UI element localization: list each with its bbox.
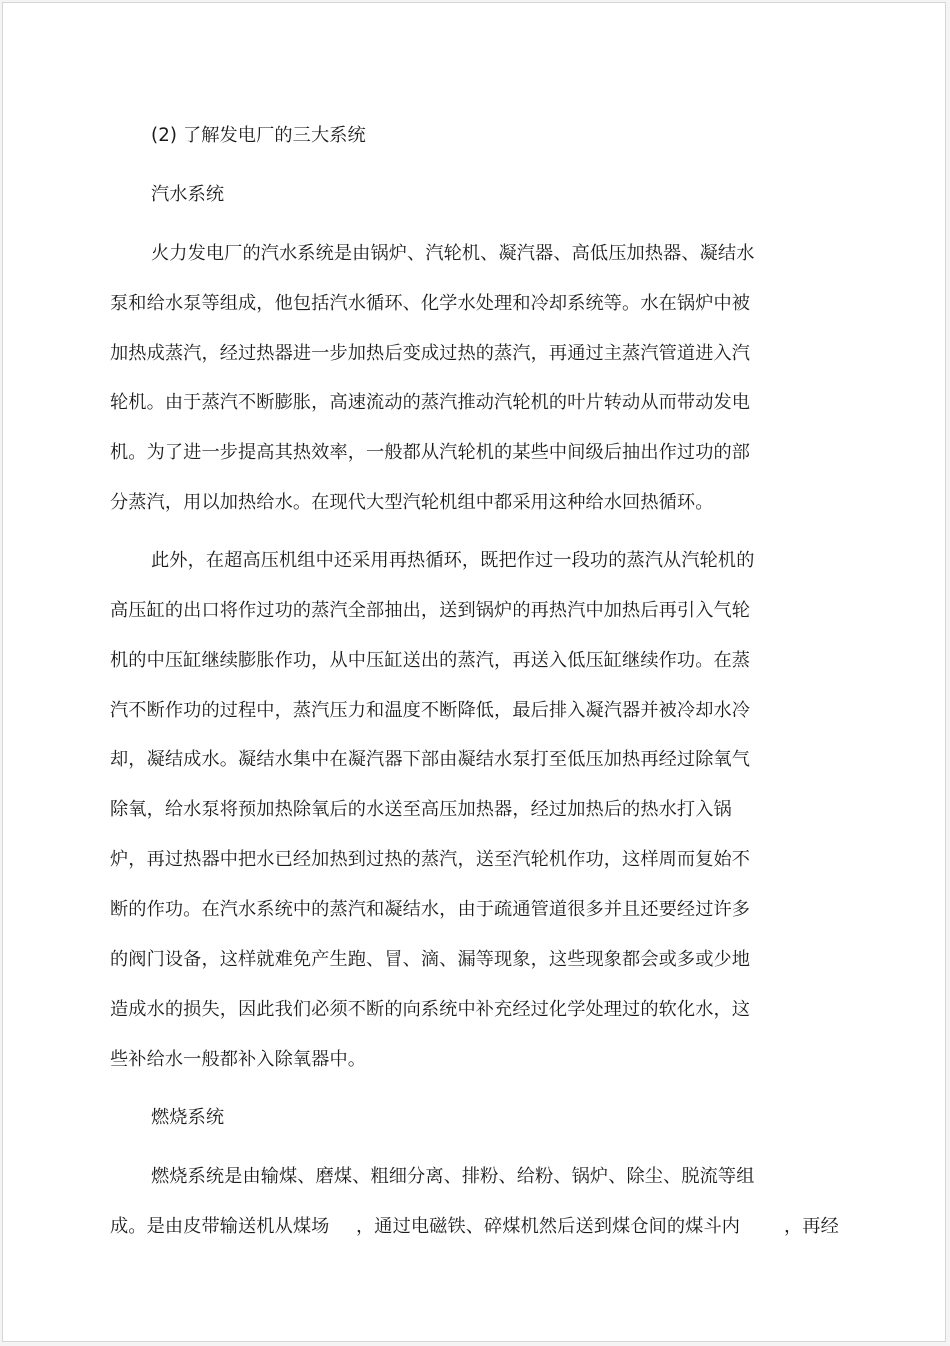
paragraph-line: 却，凝结成水。凝结水集中在凝汽器下部由凝结水泵打至低压加热再经过除氧气 bbox=[110, 749, 751, 770]
paragraph-line: 此外，在超高压机组中还采用再热循环，既把作过一段功的蒸汽从汽轮机的 bbox=[151, 550, 755, 571]
paragraph-line-part: 成。是由皮带输送机从煤场 bbox=[110, 1216, 330, 1237]
paragraph-line: 炉，再过热器中把水已经加热到过热的蒸汽，送至汽轮机作功，这样周而复始不 bbox=[110, 849, 751, 870]
document-page bbox=[2, 2, 946, 1342]
paragraph-line: 加热成蒸汽，经过热器进一步加热后变成过热的蒸汽，再通过主蒸汽管道进入汽 bbox=[110, 343, 751, 364]
paragraph-line: 断的作功。在汽水系统中的蒸汽和凝结水，由于疏通管道很多并且还要经过许多 bbox=[110, 899, 751, 920]
paragraph-line: 汽不断作功的过程中，蒸汽压力和温度不断降低，最后排入凝汽器并被冷却水冷 bbox=[110, 700, 751, 721]
paragraph-line: 分蒸汽，用以加热给水。在现代大型汽轮机组中都采用这种给水回热循环。 bbox=[110, 492, 714, 513]
paragraph-line: 造成水的损失，因此我们必须不断的向系统中补充经过化学处理过的软化水，这 bbox=[110, 999, 751, 1020]
paragraph-line-part: ，再经 bbox=[784, 1216, 839, 1237]
subsection-title-steam-water: 汽水系统 bbox=[151, 184, 225, 205]
paragraph-line: 的阀门设备，这样就难免产生跑、冒、滴、漏等现象，这些现象都会或多或少地 bbox=[110, 949, 751, 970]
paragraph-line: 机。为了进一步提高其热效率，一般都从汽轮机的某些中间级后抽出作过功的部 bbox=[110, 442, 751, 463]
paragraph-line: 轮机。由于蒸汽不断膨胀，高速流动的蒸汽推动汽轮机的叶片转动从而带动发电 bbox=[110, 392, 751, 413]
paragraph-line: 火力发电厂的汽水系统是由锅炉、汽轮机、凝汽器、高低压加热器、凝结水 bbox=[151, 243, 755, 264]
paragraph-line: 些补给水一般都补入除氧器中。 bbox=[110, 1049, 367, 1070]
paragraph-line: 除氧，给水泵将预加热除氧后的水送至高压加热器，经过加热后的热水打入锅 bbox=[110, 799, 732, 820]
paragraph-line-part: ，通过电磁铁、碎煤机然后送到煤仓间的煤斗内 bbox=[356, 1216, 741, 1237]
paragraph-line: 燃烧系统是由输煤、磨煤、粗细分离、排粉、给粉、锅炉、除尘、脱流等组 bbox=[151, 1166, 755, 1187]
paragraph-line: 泵和给水泵等组成，他包括汽水循环、化学水处理和冷却系统等。水在锅炉中被 bbox=[110, 293, 751, 314]
paragraph-line: 高压缸的出口将作过功的蒸汽全部抽出，送到锅炉的再热汽中加热后再引入气轮 bbox=[110, 600, 751, 621]
section-heading: (2) 了解发电厂的三大系统 bbox=[151, 125, 366, 146]
paragraph-line: 机的中压缸继续膨胀作功，从中压缸送出的蒸汽，再送入低压缸继续作功。在蒸 bbox=[110, 650, 751, 671]
subsection-title-combustion: 燃烧系统 bbox=[151, 1107, 225, 1128]
